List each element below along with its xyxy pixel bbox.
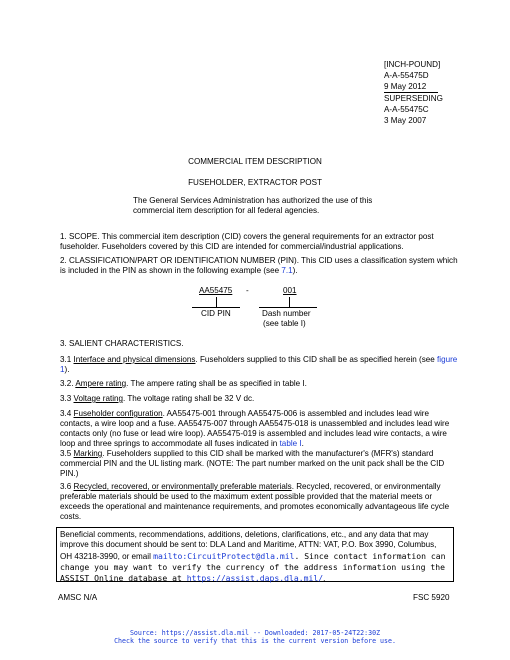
classification-end: ).	[292, 266, 298, 276]
pin-example-dash-table-ref: (see table I)	[263, 319, 306, 328]
document-header	[384, 59, 443, 126]
section-3-2	[60, 379, 460, 389]
comments-box	[56, 527, 454, 582]
s32-number: 3.2.	[60, 379, 74, 388]
header-superseding: SUPERSEDING	[384, 94, 443, 103]
s34-number: 3.4	[60, 409, 72, 418]
section-3-1	[60, 355, 460, 375]
header-superseded-date: 3 May 2007	[384, 116, 427, 125]
s34-end: .	[301, 439, 304, 449]
s36-number: 3.6	[60, 482, 72, 491]
verify-version-line: Check the source to verify that this is the current version before use.	[114, 637, 396, 645]
comments-assist-link[interactable]: https://assist.daps.dla.mil/	[186, 573, 324, 584]
comments-email-link[interactable]: mailto:CircuitProtect@dla.mil	[153, 550, 295, 561]
pin-example-dash-number: 001	[283, 286, 297, 295]
fsc-label: FSC 5920	[413, 593, 450, 602]
s35-text: . Fuseholders supplied to this CID shall be marked with the manufacturer's (MFR's) standard commercial PIN and the UL listing mark. (NOTE: The part number marked on the unit pack shall be the CID PIN.)	[60, 449, 445, 479]
scope-text: This commercial item description (CID) covers the general requirements for an extractor post fuseholder. Fuseholders covered by this CID are intended for commercial/industrial applications.	[60, 232, 434, 252]
header-date: 9 May 2012	[384, 81, 443, 93]
s31-end: ).	[64, 365, 70, 375]
pin-example-pin: AA55475	[199, 286, 233, 295]
s34-table-link[interactable]: table I	[279, 439, 302, 449]
section-3-5	[60, 449, 460, 479]
s36-title: Recycled, recovered, or environmentally preferable materials	[73, 482, 292, 491]
s33-text: . The voltage rating shall be 32 V dc.	[123, 394, 255, 403]
document-title: COMMERCIAL ITEM DESCRIPTION	[188, 157, 322, 166]
s35-title: Marking	[73, 449, 103, 458]
s31-figure-link[interactable]: figure 1	[60, 355, 458, 375]
section-scope	[60, 232, 460, 252]
classification-text: 2. CLASSIFICATION/PART OR IDENTIFICATION NUMBER (PIN). This CID uses a classification system which is included in the PIN as shown in the following example (see	[60, 256, 458, 276]
pin-example-dash: -	[246, 286, 249, 295]
pin-example-pin-label: CID PIN	[201, 309, 231, 318]
s32-text: . The ampere rating shall be as specified in table I.	[126, 379, 307, 388]
pin-bracket-line	[192, 307, 240, 308]
authorization-statement: The General Services Administration has authorized the use of this commercial item description for all federal agencies.	[133, 196, 373, 215]
s34-text: . AA55475-001 through AA55475-006 is assembled and includes lead wire contacts, a wire loop and a fuse. AA55475-007 through AA55475-018 is unassembled and includes lead wire contacts only (no fuse or lead wire loop). AA55475-019 is assembled and includes lead wire contacts, a wire loop and three springs to accommodate all fuses indicated in	[60, 409, 450, 449]
download-source-line: Source: https://assist.dla.mil -- Downloaded: 2017-05-24T22:30Z	[129, 629, 381, 637]
header-inch-pound: [INCH-POUND]	[384, 60, 441, 69]
s33-number: 3.3	[60, 394, 72, 403]
header-superseded-doc: A-A-55475C	[384, 105, 429, 114]
section-classification	[60, 256, 460, 276]
section-3-4	[60, 409, 460, 449]
section-3-6	[60, 482, 460, 522]
header-doc-number: A-A-55475D	[384, 71, 429, 80]
s36-text: . Recycled, recovered, or environmentally preferable materials should be used to the maximum extent possible provided that the material meets or exceeds the operational and maintenance requirements, and promotes economically advantageous life cycle costs.	[60, 482, 450, 522]
section-3-3	[60, 394, 460, 404]
comments-text-2: . Since contact information can change you may want to verify the currency of the address information using the ASSIST Online database at	[60, 550, 446, 584]
section-salient-heading: 3. SALIENT CHARACTERISTICS.	[60, 339, 184, 348]
s31-text: . Fuseholders supplied to this CID shall be as specified herein (see	[195, 355, 438, 364]
s35-number: 3.5	[60, 449, 72, 458]
scope-heading: 1. SCOPE.	[60, 232, 100, 241]
s34-title: Fuseholder configuration	[73, 409, 163, 418]
s33-title: Voltage rating	[73, 394, 124, 403]
s31-title: Interface and physical dimensions	[73, 355, 196, 364]
dash-bracket-line	[259, 307, 317, 308]
pin-example-dash-label: Dash number	[262, 309, 311, 318]
classification-link[interactable]: 7.1	[281, 266, 293, 276]
document-subtitle: FUSEHOLDER, EXTRACTOR POST	[188, 178, 322, 187]
comments-text: Beneficial comments, recommendations, additions, deletions, clarifications, etc., and any data that may improve this document should be sent to: DLA Land and Maritime, ATTN: VAT, P.O. Box 3990, Columbus, OH 43218-3990, or email	[60, 530, 437, 561]
s31-number: 3.1	[60, 355, 72, 364]
comments-end: .	[323, 574, 326, 584]
amsc-label: AMSC N/A	[58, 593, 98, 602]
s32-title: Ampere rating	[75, 379, 127, 388]
